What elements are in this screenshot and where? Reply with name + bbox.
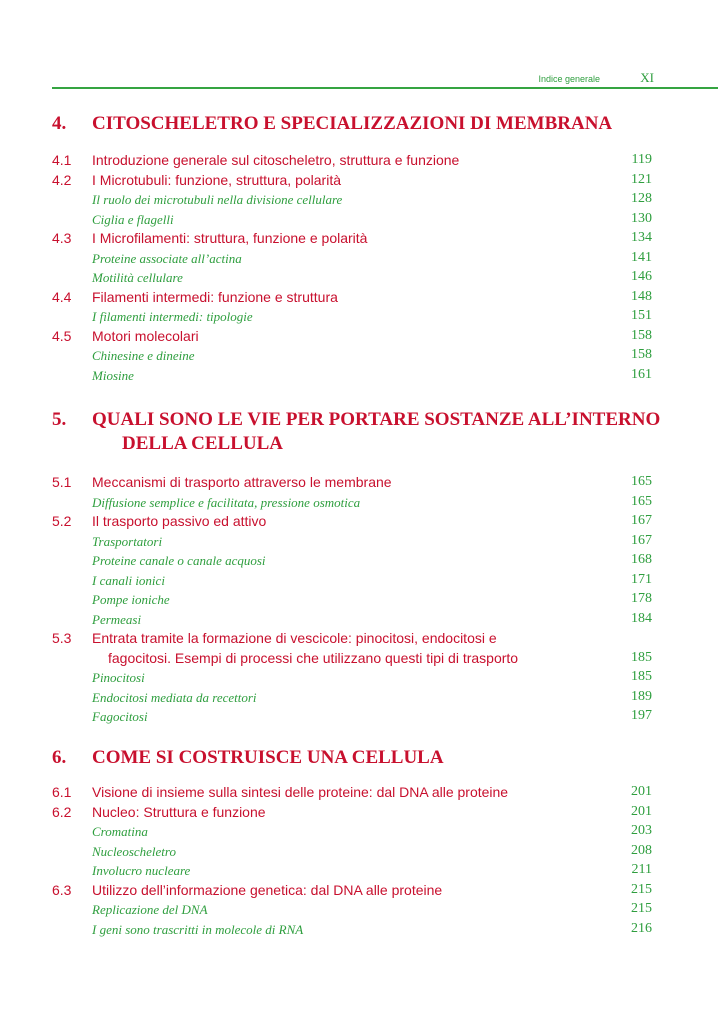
subentry-title: Replicazione del DNA [92, 902, 208, 917]
toc-section-entry [52, 328, 652, 348]
chapter-heading-5 [52, 408, 662, 456]
section-number: 4.4 [52, 288, 72, 305]
subentry-title: Diffusione semplice e facilitata, pressione osmotica [92, 494, 361, 510]
toc-subentry [52, 862, 652, 882]
chapter-heading-6 [52, 746, 662, 770]
page-number: 134 [631, 230, 652, 245]
toc-subentry [52, 823, 652, 843]
section-title: Motori molecolari [92, 327, 199, 344]
page-number: 167 [631, 513, 652, 528]
running-head-label: Indice generale [538, 74, 600, 84]
subentry-title: Involucro nucleare [92, 863, 191, 878]
toc-subentry [52, 611, 652, 631]
toc-subentry [52, 308, 652, 328]
section-number: 5.2 [52, 513, 72, 529]
page-number: 168 [631, 552, 652, 567]
subentry-title: I canali ionici [92, 572, 165, 588]
toc-subentry [52, 689, 652, 709]
section-title: Filamenti intermedi: funzione e struttura [92, 288, 338, 305]
subentry-title: Fagocitosi [92, 709, 148, 724]
section-number: 4.5 [52, 327, 72, 344]
chapter-5-entries [52, 474, 652, 728]
chapter-title: CITOSCHELETRO E SPECIALIZZAZIONI DI MEMBRANA [92, 113, 613, 134]
page-number: 211 [631, 862, 652, 877]
section-title: Entrata tramite la formazione di vescicole: pinocitosi, endocitosi e [92, 630, 497, 646]
section-number: 6.3 [52, 881, 72, 898]
page-number: 201 [631, 803, 652, 819]
toc-section-entry [52, 172, 652, 192]
page-number: 119 [631, 152, 652, 167]
toc-section-entry [52, 882, 652, 902]
toc-subentry [52, 211, 652, 231]
subentry-title: Chinesine e dineine [92, 348, 195, 363]
toc-section-entry [52, 289, 652, 309]
subentry-title: Ciglia e flagelli [92, 211, 174, 227]
toc-subentry [52, 591, 652, 611]
chapter-4-entries [52, 152, 652, 386]
chapter-title-line-2: DELLA CELLULA [122, 433, 284, 454]
chapter-6-entries [52, 784, 652, 940]
chapter-title-line-1: QUALI SONO LE VIE PER PORTARE SOSTANZE ALL’INTERNO [92, 409, 661, 430]
toc-subentry [52, 901, 652, 921]
subentry-title: Pompe ioniche [92, 592, 170, 607]
toc-subentry [52, 494, 652, 514]
chapter-number: 5. [52, 409, 67, 430]
section-number: 6.2 [52, 803, 72, 820]
page-number: 185 [631, 669, 652, 684]
toc-section-entry [52, 784, 652, 804]
toc-section-entry [52, 650, 652, 670]
toc-subentry [52, 843, 652, 863]
toc-subentry [52, 669, 652, 689]
toc-section-entry [52, 513, 652, 533]
toc-section-entry [52, 630, 652, 650]
toc-subentry [52, 572, 652, 592]
toc-subentry [52, 250, 652, 270]
section-title: Meccanismi di trasporto attraverso le membrane [92, 474, 392, 490]
subentry-title: Il ruolo dei microtubuli nella divisione cellulare [92, 192, 343, 207]
subentry-title: Permeasi [92, 611, 142, 627]
page-number: 128 [631, 191, 652, 206]
page-number: 146 [631, 269, 652, 284]
toc-subentry [52, 367, 652, 387]
chapter-number: 4. [52, 113, 67, 134]
page-number: 161 [631, 366, 652, 382]
toc-subentry [52, 269, 652, 289]
page-number: 215 [631, 901, 652, 916]
running-head-page-number: XI [640, 70, 654, 85]
page-number: 121 [631, 171, 652, 187]
subentry-title: Endocitosi mediata da recettori [92, 689, 257, 705]
section-title: fagocitosi. Esempi di processi che utilizzano questi tipi di trasporto [108, 649, 519, 666]
page-number: 215 [631, 881, 652, 897]
section-number: 4.2 [52, 171, 72, 188]
chapter-heading-4 [52, 112, 662, 136]
page-number: 201 [631, 784, 652, 799]
page-number: 178 [631, 591, 652, 606]
subentry-title: I geni sono trascritti in molecole di RNA [92, 921, 304, 937]
page-number: 216 [631, 920, 652, 936]
section-title: Il trasporto passivo ed attivo [92, 513, 267, 529]
section-number: 4.3 [52, 230, 72, 246]
subentry-title: Proteine associate all’actina [92, 250, 242, 266]
page-number: 171 [631, 571, 652, 587]
subentry-title: Pinocitosi [92, 670, 145, 685]
chapter-number: 6. [52, 747, 67, 768]
subentry-title: Motilità cellulare [92, 270, 183, 285]
page-number: 165 [631, 474, 652, 489]
page-number: 158 [631, 347, 652, 362]
toc-subentry [52, 533, 652, 553]
toc-subentry [52, 191, 652, 211]
subentry-title: Cromatina [92, 824, 148, 839]
toc-subentry [52, 708, 652, 728]
toc-subentry [52, 552, 652, 572]
page-number: 203 [631, 823, 652, 838]
page-number: 141 [631, 249, 652, 265]
section-number: 6.1 [52, 784, 72, 800]
toc-section-entry [52, 230, 652, 250]
section-title: Visione di insieme sulla sintesi delle proteine: dal DNA alle proteine [92, 784, 509, 800]
section-title: Utilizzo dell’informazione genetica: dal DNA alle proteine [92, 881, 443, 898]
toc-subentry [52, 921, 652, 941]
page-number: 189 [631, 688, 652, 704]
toc-section-entry [52, 152, 652, 172]
subentry-title: Nucleoscheletro [92, 843, 176, 859]
toc-section-entry [52, 804, 652, 824]
page-number: 197 [631, 708, 652, 723]
page-number: 165 [631, 493, 652, 509]
page-number: 184 [631, 610, 652, 626]
subentry-title: I filamenti intermedi: tipologie [92, 309, 253, 324]
page-number: 208 [631, 842, 652, 858]
section-number: 5.3 [52, 630, 72, 646]
subentry-title: Proteine canale o canale acquosi [92, 553, 266, 568]
chapter-title: COME SI COSTRUISCE UNA CELLULA [92, 747, 444, 768]
section-title: Introduzione generale sul citoscheletro, struttura e funzione [92, 152, 460, 168]
section-number: 4.1 [52, 152, 72, 168]
toc-subentry [52, 347, 652, 367]
section-title: I Microtubuli: funzione, struttura, polarità [92, 171, 342, 188]
page-number: 130 [631, 210, 652, 226]
header-rule [52, 87, 718, 89]
page-number: 167 [631, 532, 652, 548]
section-title: Nucleo: Struttura e funzione [92, 803, 266, 820]
page-number: 158 [631, 327, 652, 343]
subentry-title: Miosine [92, 367, 134, 383]
section-number: 5.1 [52, 474, 72, 490]
toc-section-entry [52, 474, 652, 494]
page-number: 185 [631, 649, 652, 665]
subentry-title: Trasportatori [92, 533, 163, 549]
section-title: I Microfilamenti: struttura, funzione e polarità [92, 230, 368, 246]
page-number: 151 [631, 308, 652, 323]
page-number: 148 [631, 288, 652, 304]
